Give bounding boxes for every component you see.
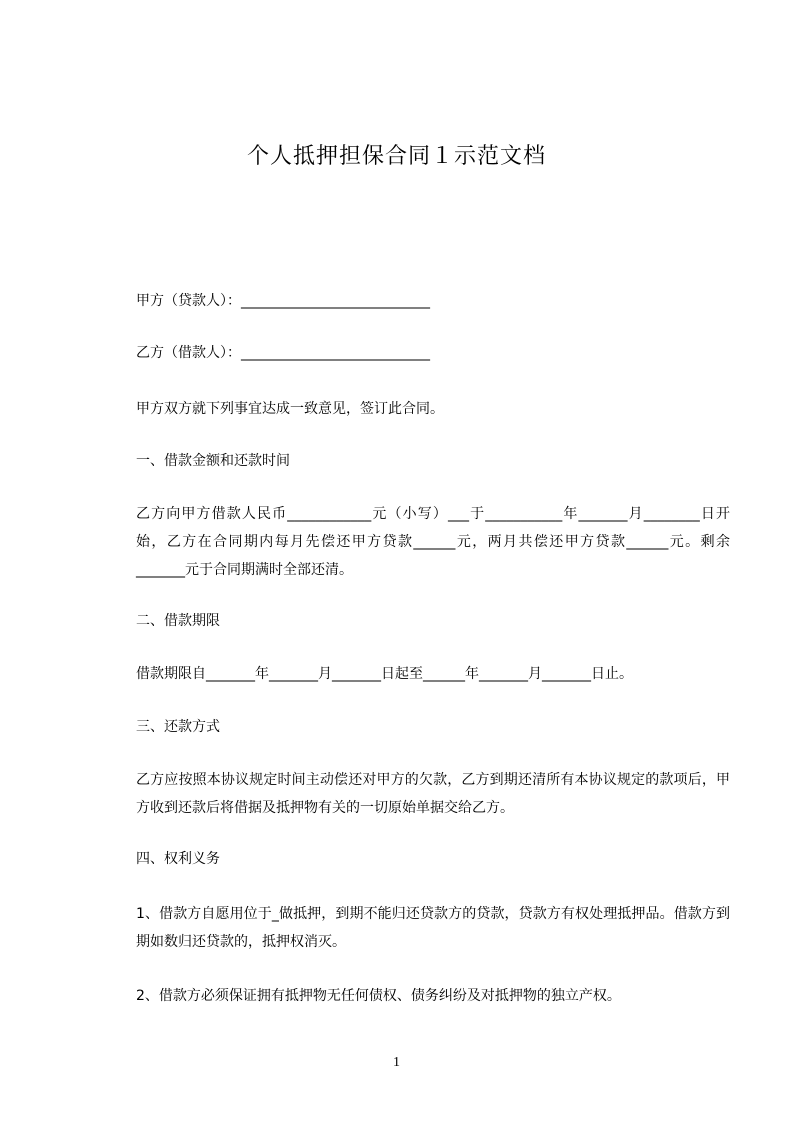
party-b-line: 乙方（借款人）：___________________________ [136, 345, 430, 361]
section-1-body: 乙方向甲方借款人民币____________元（小写）___于___________年_______月________日开始，乙方在合同期内每月先偿还甲方贷款______元，两月共偿还甲方贷款______元。剩余_______元于合同期满时全部还清。 [136, 506, 730, 578]
section-2-body: 借款期限自_______年_______月_______日起至______年_______月_______日止。 [136, 666, 633, 682]
section-3-body: 乙方应按照本协议规定时间主动偿还对甲方的欠款，乙方到期还清所有本协议规定的款项后，甲方收到还款后将借据及抵押物有关的一切原始单据交给乙方。 [136, 772, 730, 816]
document-title: 个人抵押担保合同１示范文档 [246, 144, 546, 169]
section-3-heading: 三、还款方式 [136, 719, 220, 735]
section-2-heading: 二、借款期限 [136, 613, 220, 629]
page-number: 1 [393, 1055, 400, 1070]
section-4-item-2: 2、借款方必须保证拥有抵押物无任何债权、债务纠纷及对抵押物的独立产权。 [136, 988, 621, 1004]
section-4-heading: 四、权利义务 [136, 851, 220, 867]
party-a-line: 甲方（贷款人）：___________________________ [136, 293, 430, 309]
section-4-item-1: 1、借款方自愿用位于_做抵押，到期不能归还贷款方的贷款，贷款方有权处理抵押品。借款方到期如数归还贷款的，抵押权消灭。 [136, 906, 730, 950]
intro-paragraph: 甲方双方就下列事宜达成一致意见，签订此合同。 [136, 401, 444, 417]
section-1-heading: 一、借款金额和还款时间 [136, 453, 290, 469]
